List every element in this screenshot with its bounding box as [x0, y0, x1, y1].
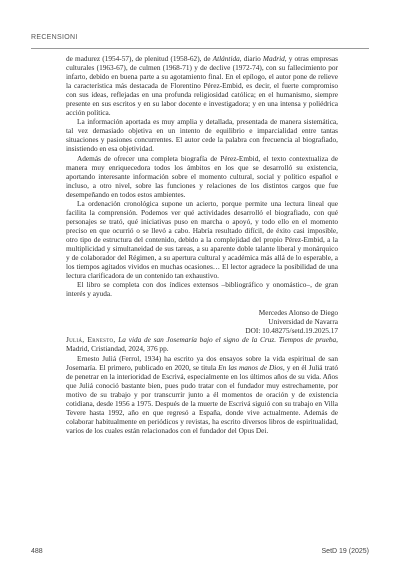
reviewed-book-reference: [66, 335, 338, 353]
review-paragraph-5: El libro se completa con dos índices extensos –bibliográfico y onomástico–, de gran interés y ayuda.: [66, 280, 338, 299]
review-paragraph-4: La ordenación cronológica supone un acierto, porque permite una lectura lineal que facilita la comprensión. Podemos ver qué actividades desarrolló el biografiado, con qué personajes se trató, qué iniciativas puso en marcha o apoyó, y todo ello en el momento preciso en que ocurrió o se llevó a cabo. Habría resultado difícil, de éxito casi imposible, otro tipo de estructura del contenido, debido a la complejidad del propio Pérez-Embid, a la multiplicidad y simultaneidad de sus tareas, a su aparente doble talante liberal y monárquico y de colaborador del Régimen, a su apertura cultural y académica más allá de lo esperable, a los tiempos agitados vividos en muchas ocasiones… El lector agradece la posibilidad de una lectura clarificadora de un contenido tan exhaustivo.: [66, 198, 338, 281]
page-content: [66, 54, 338, 435]
review-paragraph-2: La información aportada es muy amplia y detallada, presentada de manera sistemática, tal vez demasiado objetiva en un intento de equilibrio e imparcialidad entre tantas situaciones y pasiones concurrentes. El autor cede la palabra con frecuencia al biografiado, insistiendo en esa objetividad.: [66, 117, 338, 154]
reviewer-affiliation: Universidad de Navarra: [268, 317, 338, 327]
page-number: 488: [31, 548, 43, 555]
review-paragraph-1: de madurez (1954-57), de plenitud (1958-62), de Atlántida, diario Madrid, y otras empresas culturales (1963-67), de culmen (1968-71) y de declive (1972-74), con su fallecimiento por infarto, debido en buena parte a su agotamiento final. En el epílogo, el autor pone de relieve la característica más destacada de Florentino Pérez-Embid, es decir, el fuerte compromiso con sus ideas, reflejadas en una profunda religiosidad católica; en el humanismo, siempre presente en sus escritos y en su labor docente e investigadora; y en una intensa y poliédrica acción política.: [66, 54, 338, 118]
header-rule: [31, 48, 369, 49]
section-label: RECENSIONI: [31, 34, 78, 41]
journal-citation: SetD 19 (2025): [321, 548, 369, 555]
reviewer-signature: [66, 308, 338, 335]
book-author: Juliá, Ernesto,: [66, 335, 116, 345]
review-body-paragraph: Ernesto Juliá (Ferrol, 1934) ha escrito ya dos ensayos sobre la vida espiritual de san Josemaría. El primero, publicado en 2020, se titula En las manos de Dios, y en él Juliá trató de penetrar en la interioridad de Escrivá, especialmente en los últimos años de su vida. Años que Juliá conoció bastante bien, pues pudo tratar con el fundador muy estrechamente, por motivo de su trabajo y por transcurrir junto a él momentos de oración y de existencia cotidiana, desde 1956 a 1975. Después de la muerte de Escrivá siguió con su trabajo en Villa Tevere hasta 1992, año en que regresó a España, donde vive actualmente. Además de colaborar habitualmente en periódicos y revistas, ha escrito diversos libros de espiritualidad, varios de los cuales están relacionados con el fundador del Opus Dei.: [66, 353, 338, 435]
book-title: La vida de san Josemaría bajo el signo de la Cruz. Tiempos de prueba,: [118, 335, 338, 345]
review-paragraph-3: Además de ofrecer una completa biografía de Pérez-Embid, el texto contextualiza de manera muy enriquecedora todos los ámbitos en los que se desarrolló su existencia, aportando interesante información sobre el momento cultural, social y político español e incluso, a otro nivel, sobre las funciones y relaciones de los distintos cargos que fue desempeñando en todos estos ambientes.: [66, 153, 338, 199]
review-doi: DOI: 10.48275/setd.19.2025.17: [245, 326, 338, 336]
book-imprint: Madrid, Cristiandad, 2024, 376 pp.: [66, 344, 169, 354]
reviewer-name: Mercedes Alonso de Diego: [258, 308, 338, 318]
